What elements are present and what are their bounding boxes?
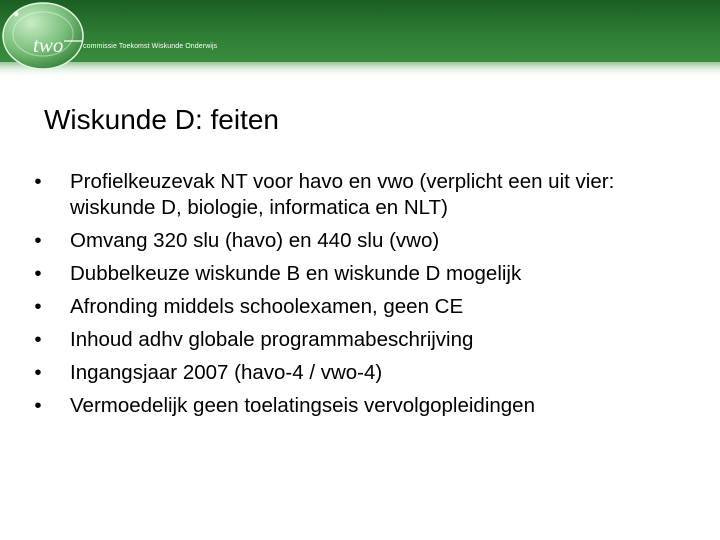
bullet-item xyxy=(32,327,692,353)
logo-text: two xyxy=(33,33,64,57)
bullet-text: Inhoud adhv globale programmabeschrijving xyxy=(70,328,474,351)
bullet-item xyxy=(32,393,692,419)
slide-title: Wiskunde D: feiten xyxy=(44,104,279,135)
bullet-item xyxy=(32,261,692,287)
bullet-dot: • xyxy=(34,295,42,318)
bullet-item xyxy=(32,228,692,254)
bullet-text: Ingangsjaar 2007 (havo-4 / vwo-4) xyxy=(70,361,383,384)
bullet-dot: • xyxy=(34,229,42,252)
bullet-text: Afronding middels schoolexamen, geen CE xyxy=(70,295,464,318)
bullet-text: Dubbelkeuze wiskunde B en wiskunde D mogelijk xyxy=(70,262,522,285)
header-tagline: commissie Toekomst Wiskunde Onderwijs xyxy=(83,43,218,50)
bullet-text: Vermoedelijk geen toelatingseis vervolgopleidingen xyxy=(70,394,535,417)
bullet-item xyxy=(32,294,692,320)
bullet-dot: • xyxy=(34,394,42,417)
bullet-item xyxy=(32,169,692,221)
bullet-dot: • xyxy=(34,361,42,384)
bullet-list xyxy=(32,169,692,426)
bullet-item xyxy=(32,360,692,386)
bullet-dot: • xyxy=(34,262,42,285)
bullet-dot: • xyxy=(34,170,42,193)
bullet-text: Profielkeuzevak NT voor havo en vwo (verplicht een uit vier: wiskunde D, biologie, informatica en NLT) xyxy=(70,170,615,219)
bullet-dot: • xyxy=(34,328,42,351)
bullet-text: Omvang 320 slu (havo) en 440 slu (vwo) xyxy=(70,229,440,252)
two-logo xyxy=(0,0,140,76)
